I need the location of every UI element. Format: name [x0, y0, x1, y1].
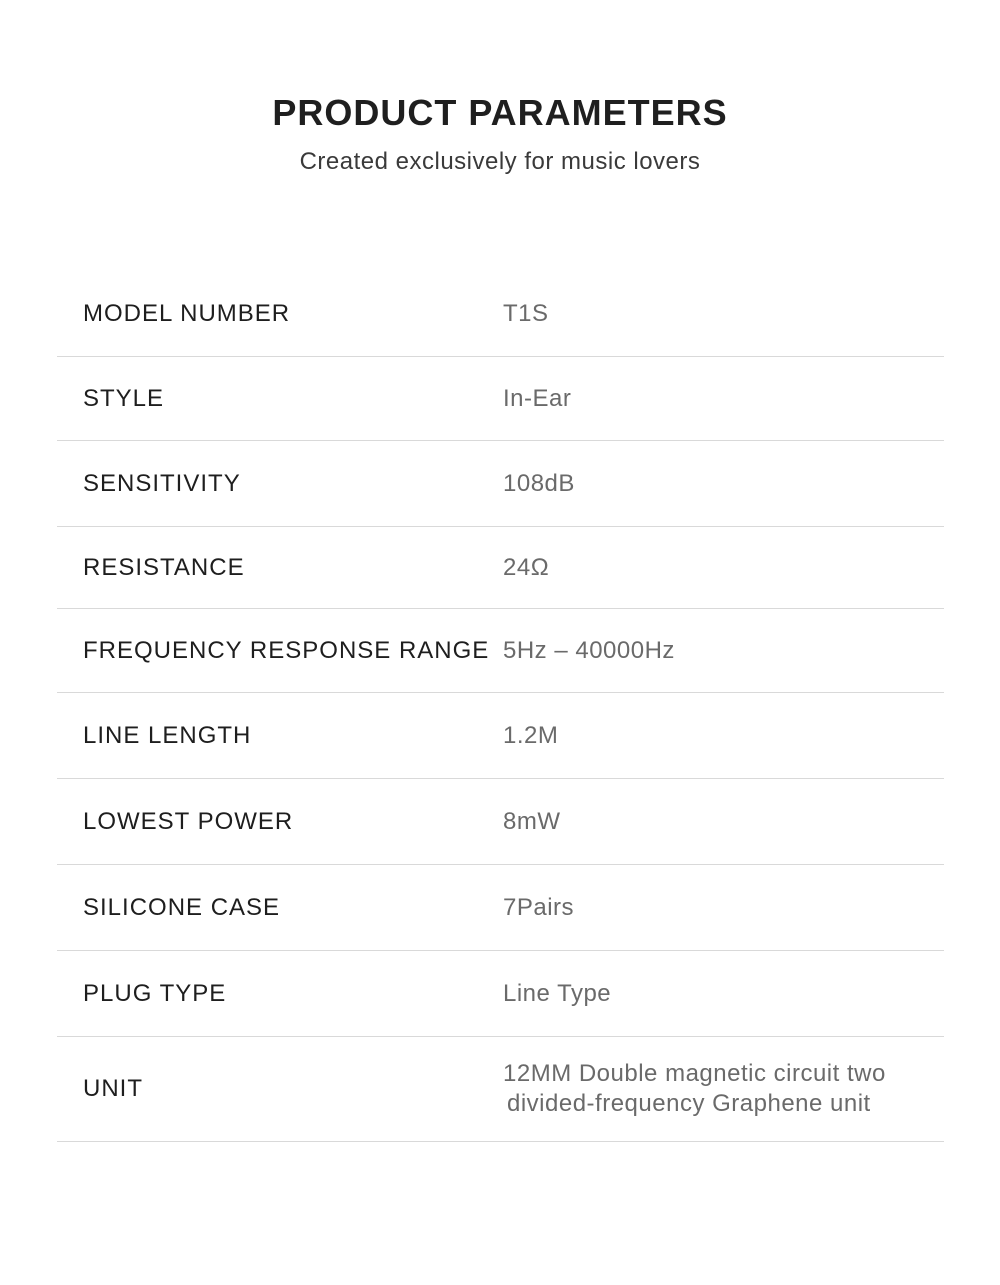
spec-label: MODEL NUMBER — [83, 300, 291, 327]
spec-row-sensitivity — [57, 441, 944, 527]
spec-row-unit — [57, 1037, 944, 1142]
spec-value-line: 24Ω — [503, 553, 550, 581]
spec-row-line-length — [57, 693, 944, 779]
spec-label: UNIT — [83, 1075, 143, 1102]
spec-label: SENSITIVITY — [83, 469, 241, 497]
spec-value — [503, 721, 558, 751]
spec-label: FREQUENCY RESPONSE RANGE — [83, 636, 490, 664]
spec-value — [503, 469, 575, 499]
spec-value — [503, 979, 611, 1009]
spec-row-plug-type — [57, 951, 944, 1037]
spec-value-line: 8mW — [503, 807, 561, 835]
spec-row-silicone-case — [57, 865, 944, 951]
spec-row-style — [57, 357, 944, 441]
spec-value-line: Line Type — [503, 979, 612, 1007]
spec-label: LINE LENGTH — [83, 721, 252, 749]
spec-label: PLUG TYPE — [83, 979, 227, 1007]
page-title: PRODUCT PARAMETERS — [272, 92, 728, 133]
spec-row-model-number — [57, 272, 944, 357]
spec-row-frequency-response-range — [57, 609, 944, 693]
spec-value — [503, 299, 549, 329]
spec-value-line: 12MM Double magnetic circuit two — [503, 1060, 886, 1087]
spec-table — [57, 272, 944, 1142]
spec-value-line: 5Hz – 40000Hz — [503, 636, 675, 664]
spec-value — [503, 893, 574, 923]
spec-value-line: In-Ear — [503, 384, 572, 412]
spec-row-resistance — [57, 527, 944, 609]
spec-label: RESISTANCE — [83, 553, 245, 581]
spec-row-lowest-power — [57, 779, 944, 865]
spec-value-line: divided-frequency Graphene unit — [507, 1090, 871, 1117]
spec-label: SILICONE CASE — [83, 893, 281, 921]
spec-value — [503, 1059, 886, 1119]
spec-value — [503, 553, 549, 583]
spec-value-line: 108dB — [503, 469, 575, 497]
page-subtitle: Created exclusively for music lovers — [299, 148, 701, 175]
spec-value-line: T1S — [503, 300, 549, 327]
spec-value — [503, 384, 571, 414]
spec-value — [503, 636, 675, 666]
spec-value-line: 1.2M — [503, 721, 559, 749]
spec-label: STYLE — [83, 384, 165, 412]
spec-value-line: 7Pairs — [503, 893, 575, 921]
spec-label: LOWEST POWER — [83, 807, 294, 835]
spec-value — [503, 807, 561, 837]
